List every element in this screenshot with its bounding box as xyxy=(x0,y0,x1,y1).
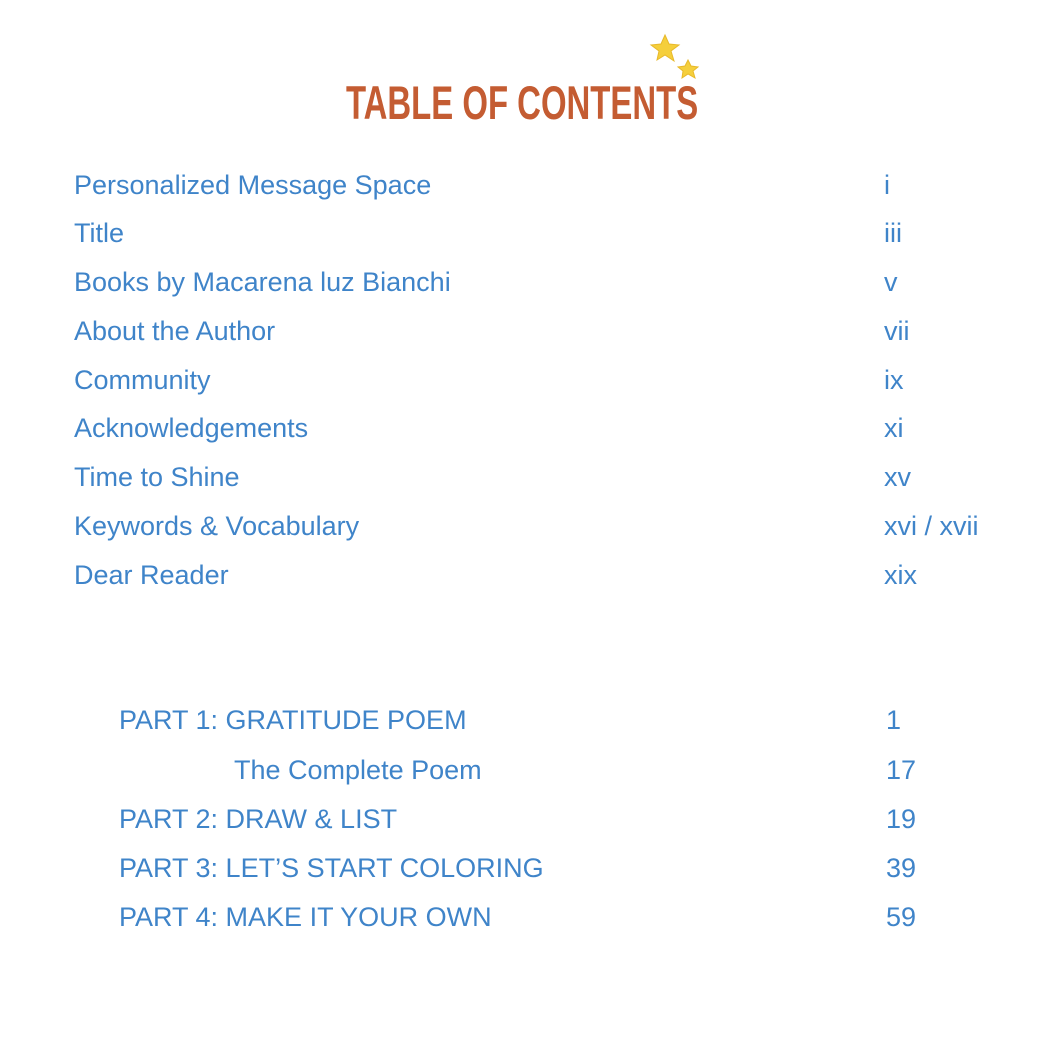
toc-entry[interactable] xyxy=(0,457,1058,497)
toc-label: Acknowledgements xyxy=(74,413,309,443)
toc-page: xix xyxy=(884,560,917,590)
toc-entry[interactable] xyxy=(0,506,1058,546)
toc-page: ix xyxy=(884,365,904,395)
page-title: TABLE OF CONTENTS xyxy=(346,76,699,129)
toc-page: 1 xyxy=(886,705,902,735)
toc-page: xv xyxy=(884,462,911,492)
toc-label: PART 3: LET’S START COLORING xyxy=(119,853,544,883)
toc-page: 17 xyxy=(886,755,917,785)
toc-label: Time to Shine xyxy=(74,462,240,492)
toc-label: Keywords & Vocabulary xyxy=(74,511,360,541)
toc-page: v xyxy=(884,267,898,297)
toc-page: i xyxy=(884,170,890,200)
toc-part-entry[interactable] xyxy=(0,799,1058,839)
stars-icon xyxy=(645,30,705,90)
toc-label: Title xyxy=(74,218,125,248)
toc-label: PART 4: MAKE IT YOUR OWN xyxy=(119,902,492,932)
toc-page: xi xyxy=(884,413,904,443)
toc-entry[interactable] xyxy=(0,360,1058,400)
toc-part-entry[interactable] xyxy=(0,897,1058,937)
toc-entry[interactable] xyxy=(0,165,1058,205)
toc-page: xvi / xvii xyxy=(884,511,979,541)
toc-label: About the Author xyxy=(74,316,276,346)
toc-label: Dear Reader xyxy=(74,560,229,590)
toc-page: iii xyxy=(884,218,902,248)
toc-label: Personalized Message Space xyxy=(74,170,432,200)
toc-page: 39 xyxy=(886,853,917,883)
toc-subentry[interactable] xyxy=(0,750,1058,790)
toc-label: Community xyxy=(74,365,211,395)
toc-page: vii xyxy=(884,316,910,346)
toc-entry[interactable] xyxy=(0,311,1058,351)
toc-part-entry[interactable] xyxy=(0,700,1058,740)
toc-label: The Complete Poem xyxy=(234,755,482,785)
toc-label: PART 1: GRATITUDE POEM xyxy=(119,705,467,735)
toc-page: 59 xyxy=(886,902,917,932)
toc-entry[interactable] xyxy=(0,213,1058,253)
toc-page: 19 xyxy=(886,804,917,834)
toc-part-entry[interactable] xyxy=(0,848,1058,888)
toc-entry[interactable] xyxy=(0,555,1058,595)
toc-entry[interactable] xyxy=(0,408,1058,448)
toc-label: PART 2: DRAW & LIST xyxy=(119,804,398,834)
toc-label: Books by Macarena luz Bianchi xyxy=(74,267,451,297)
toc-entry[interactable] xyxy=(0,262,1058,302)
